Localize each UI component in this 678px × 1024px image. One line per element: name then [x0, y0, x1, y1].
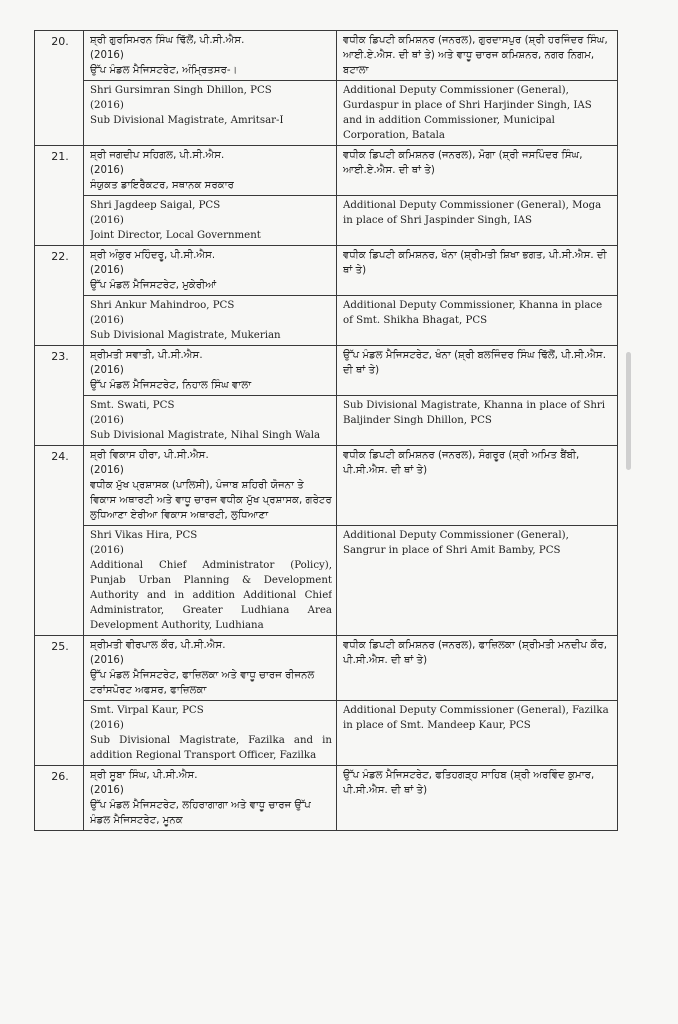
officer-line: ਸ਼੍ਰੀ ਜਗਦੀਪ ਸਹਿਗਲ, ਪੀ.ਸੀ.ਐਸ.: [90, 150, 225, 161]
posted-to-punjabi: [337, 766, 618, 831]
posted-from-punjabi: [84, 146, 337, 196]
posting-text: ਉੱਪ ਮੰਡਲ ਮੈਜਿਸਟਰੇਟ, ਖੰਨਾ (ਸ਼੍ਰੀ ਬਲਜਿੰਦਰ ਸਿੰਘ ਢਿੱਲੋਂ, ਪੀ.ਸੀ.ਐਸ. ਦੀ ਥਾਂ ਤੇ): [343, 350, 606, 376]
transfer-orders-body: [35, 31, 618, 831]
posted-to-punjabi: [337, 346, 618, 396]
officer-line: (2016): [90, 165, 124, 176]
posting-text: Additional Deputy Commissioner, Khanna in place of Smt. Shikha Bhagat, PCS: [343, 300, 603, 326]
officer-line: Shri Gursimran Singh Dhillon, PCS: [90, 85, 272, 96]
posted-to-punjabi: [337, 146, 618, 196]
posted-to-english: [337, 296, 618, 346]
table-row-punjabi: [35, 446, 618, 526]
table-row-english: [35, 526, 618, 636]
officer-line: Joint Director, Local Government: [90, 230, 261, 241]
table-row-punjabi: [35, 636, 618, 701]
posted-from-english: [84, 396, 337, 446]
officer-line: ਸੰਯੁਕਤ ਡਾਇਰੈਕਟਰ, ਸਥਾਨਕ ਸਰਕਾਰ: [90, 180, 234, 191]
officer-line: ਉੱਪ ਮੰਡਲ ਮੈਜਿਸਟਰੇਟ, ਫਾਜ਼ਿਲਕਾ ਅਤੇ ਵਾਧੂ ਚਾਰਜ ਰੀਜਨਲ ਟਰਾਂਸਪੋਰਟ ਅਫਸਰ, ਫਾਜ਼ਿਲਕਾ: [90, 670, 315, 696]
table-row-english: [35, 196, 618, 246]
posted-to-punjabi: [337, 636, 618, 701]
posting-text: ਵਧੀਕ ਡਿਪਟੀ ਕਮਿਸ਼ਨਰ (ਜਨਰਲ), ਮੋਗਾ (ਸ਼੍ਰੀ ਜਸਪਿੰਦਰ ਸਿੰਘ, ਆਈ.ਏ.ਐਸ. ਦੀ ਥਾਂ ਤੇ): [343, 150, 583, 176]
table-row-punjabi: [35, 146, 618, 196]
officer-line: (2016): [90, 720, 124, 731]
officer-line: Sub Divisional Magistrate, Mukerian: [90, 330, 281, 341]
officer-line: ਵਧੀਕ ਮੁੱਖ ਪ੍ਰਸ਼ਾਸਕ (ਪਾਲਿਸੀ), ਪੰਜਾਬ ਸ਼ਹਿਰੀ ਯੋਜਨਾ ਤੇ ਵਿਕਾਸ ਅਥਾਰਟੀ ਅਤੇ ਵਾਧੂ ਚਾਰਜ ਵਧੀਕ ਮੁੱਖ ਪ੍ਰਸ਼ਾਸਕ, ਗਰੇਟਰ ਲੁਧਿਆਣਾ ਏਰੀਆ ਵਿਕਾਸ ਅਥਾਰਟੀ, ਲੁਧਿਆਣਾ: [90, 480, 332, 521]
table-row-english: [35, 81, 618, 146]
posted-from-english: [84, 81, 337, 146]
posting-text: ਵਧੀਕ ਡਿਪਟੀ ਕਮਿਸ਼ਨਰ, ਖੰਨਾ (ਸ਼੍ਰੀਮਤੀ ਸ਼ਿਖਾ ਭਗਤ, ਪੀ.ਸੀ.ਐਸ. ਦੀ ਥਾਂ ਤੇ): [343, 250, 607, 276]
officer-line: ਉੱਪ ਮੰਡਲ ਮੈਜਿਸਟਰੇਟ, ਅੰਮ੍ਰਿਤਸਰ-।: [90, 65, 238, 76]
serial-number: 21.: [35, 146, 84, 246]
posting-text: Sub Divisional Magistrate, Khanna in place of Shri Baljinder Singh Dhillon, PCS: [343, 400, 606, 426]
transfer-orders-table: [34, 30, 618, 831]
officer-line: (2016): [90, 545, 124, 556]
officer-line: ਸ਼੍ਰੀਮਤੀ ਵੀਰਪਾਲ ਕੌਰ, ਪੀ.ਸੀ.ਐਸ.: [90, 640, 226, 651]
posted-from-punjabi: [84, 766, 337, 831]
posted-from-english: [84, 526, 337, 636]
table-row-punjabi: [35, 766, 618, 831]
officer-line: ਸ਼੍ਰੀਮਤੀ ਸਵਾਤੀ, ਪੀ.ਸੀ.ਐਸ.: [90, 350, 203, 361]
posted-from-english: [84, 701, 337, 766]
table-row-english: [35, 396, 618, 446]
posted-from-english: [84, 196, 337, 246]
scrollbar-thumb[interactable]: [626, 352, 631, 470]
officer-line: ਉੱਪ ਮੰਡਲ ਮੈਜਿਸਟਰੇਟ, ਲਹਿਰਾਗਾਗਾ ਅਤੇ ਵਾਧੂ ਚਾਰਜ ਉੱਪ ਮੰਡਲ ਮੈਜਿਸਟਰੇਟ, ਮੂਨਕ: [90, 800, 311, 826]
posted-to-english: [337, 526, 618, 636]
posted-from-punjabi: [84, 446, 337, 526]
officer-line: ਸ਼੍ਰੀ ਸੂਬਾ ਸਿੰਘ, ਪੀ.ਸੀ.ਐਸ.: [90, 770, 198, 781]
officer-line: (2016): [90, 655, 124, 666]
serial-number: 22.: [35, 246, 84, 346]
table-row-punjabi: [35, 31, 618, 81]
officer-line: Sub Divisional Magistrate, Amritsar-I: [90, 115, 284, 126]
posting-text: ਵਧੀਕ ਡਿਪਟੀ ਕਮਿਸ਼ਨਰ (ਜਨਰਲ), ਫਾਜ਼ਿਲਕਾ (ਸ਼੍ਰੀਮਤੀ ਮਨਦੀਪ ਕੌਰ, ਪੀ.ਸੀ.ਐਸ. ਦੀ ਥਾਂ ਤੇ): [343, 640, 607, 666]
serial-number: 25.: [35, 636, 84, 766]
officer-line: ਸ਼੍ਰੀ ਅੰਕੁਰ ਮਹਿੰਦਰੂ, ਪੀ.ਸੀ.ਐਸ.: [90, 250, 216, 261]
table-row-english: [35, 701, 618, 766]
posting-text: Additional Deputy Commissioner (General), Sangrur in place of Shri Amit Bamby, PCS: [343, 530, 569, 556]
serial-number: 20.: [35, 31, 84, 146]
officer-line: (2016): [90, 265, 124, 276]
posted-from-punjabi: [84, 346, 337, 396]
posted-from-punjabi: [84, 636, 337, 701]
posting-text: ਵਧੀਕ ਡਿਪਟੀ ਕਮਿਸ਼ਨਰ (ਜਨਰਲ), ਗੁਰਦਾਸਪੁਰ (ਸ਼੍ਰੀ ਹਰਜਿੰਦਰ ਸਿੰਘ, ਆਈ.ਏ.ਐਸ. ਦੀ ਥਾਂ ਤੇ) ਅਤੇ ਵਾਧੂ ਚਾਰਜ ਕਮਿਸ਼ਨਰ, ਨਗਰ ਨਿਗਮ, ਬਟਾਲਾ: [343, 35, 608, 76]
serial-number: 23.: [35, 346, 84, 446]
officer-line: (2016): [90, 315, 124, 326]
table-row-punjabi: [35, 246, 618, 296]
posted-from-punjabi: [84, 31, 337, 81]
officer-line: Shri Vikas Hira, PCS: [90, 530, 198, 541]
serial-number: 26.: [35, 766, 84, 831]
posting-text: Additional Deputy Commissioner (General), Gurdaspur in place of Shri Harjinder Singh, IAS and in addition Commissioner, Municipal Corporation, Batala: [343, 85, 592, 141]
posting-text: ਵਧੀਕ ਡਿਪਟੀ ਕਮਿਸ਼ਨਰ (ਜਨਰਲ), ਸੰਗਰੂਰ (ਸ਼੍ਰੀ ਅਮਿਤ ਬੈਂਬੀ, ਪੀ.ਸੀ.ਐਸ. ਦੀ ਥਾਂ ਤੇ): [343, 450, 580, 476]
table-row-english: [35, 296, 618, 346]
officer-line: ਸ਼੍ਰੀ ਵਿਕਾਸ ਹੀਰਾ, ਪੀ.ਸੀ.ਐਸ.: [90, 450, 209, 461]
officer-line: ਉੱਪ ਮੰਡਲ ਮੈਜਿਸਟਰੇਟ, ਨਿਹਾਲ ਸਿੰਘ ਵਾਲਾ: [90, 380, 252, 391]
serial-number: 24.: [35, 446, 84, 636]
posted-to-english: [337, 196, 618, 246]
posted-to-english: [337, 701, 618, 766]
officer-line: (2016): [90, 465, 124, 476]
posting-text: Additional Deputy Commissioner (General), Fazilka in place of Smt. Mandeep Kaur, PCS: [343, 705, 609, 731]
officer-line: ਉੱਪ ਮੰਡਲ ਮੈਜਿਸਟਰੇਟ, ਮੁਕੇਰੀਆਂ: [90, 280, 217, 291]
officer-line: (2016): [90, 100, 124, 111]
posting-text: Additional Deputy Commissioner (General), Moga in place of Shri Jaspinder Singh, IAS: [343, 200, 602, 226]
officer-line: (2016): [90, 365, 124, 376]
posted-to-english: [337, 81, 618, 146]
officer-line: Additional Chief Administrator (Policy), Punjab Urban Planning & Development Authority and in addition Additional Chief Administrator, Greater Ludhiana Area Development Authority, Ludhiana: [90, 560, 332, 631]
table-row-punjabi: [35, 346, 618, 396]
posted-from-punjabi: [84, 246, 337, 296]
posted-to-punjabi: [337, 446, 618, 526]
posted-to-punjabi: [337, 246, 618, 296]
officer-line: ਸ਼੍ਰੀ ਗੁਰਸਿਮਰਨ ਸਿੰਘ ਢਿੱਲੋਂ, ਪੀ.ਸੀ.ਐਸ.: [90, 35, 245, 46]
officer-line: Smt. Virpal Kaur, PCS: [90, 705, 204, 716]
posted-to-punjabi: [337, 31, 618, 81]
officer-line: (2016): [90, 215, 124, 226]
posted-from-english: [84, 296, 337, 346]
officer-line: (2016): [90, 50, 124, 61]
officer-line: Sub Divisional Magistrate, Fazilka and in addition Regional Transport Officer, Fazilka: [90, 735, 332, 761]
officer-line: (2016): [90, 415, 124, 426]
officer-line: Sub Divisional Magistrate, Nihal Singh Wala: [90, 430, 321, 441]
officer-line: Shri Ankur Mahindroo, PCS: [90, 300, 235, 311]
officer-line: Shri Jagdeep Saigal, PCS: [90, 200, 221, 211]
posting-text: ਉੱਪ ਮੰਡਲ ਮੈਜਿਸਟਰੇਟ, ਫਤਿਹਗੜ੍ਹ ਸਾਹਿਬ (ਸ਼੍ਰੀ ਅਰਵਿੰਦ ਕੁਮਾਰ, ਪੀ.ਸੀ.ਐਸ. ਦੀ ਥਾਂ ਤੇ): [343, 770, 595, 796]
officer-line: Smt. Swati, PCS: [90, 400, 175, 411]
officer-line: (2016): [90, 785, 124, 796]
posted-to-english: [337, 396, 618, 446]
